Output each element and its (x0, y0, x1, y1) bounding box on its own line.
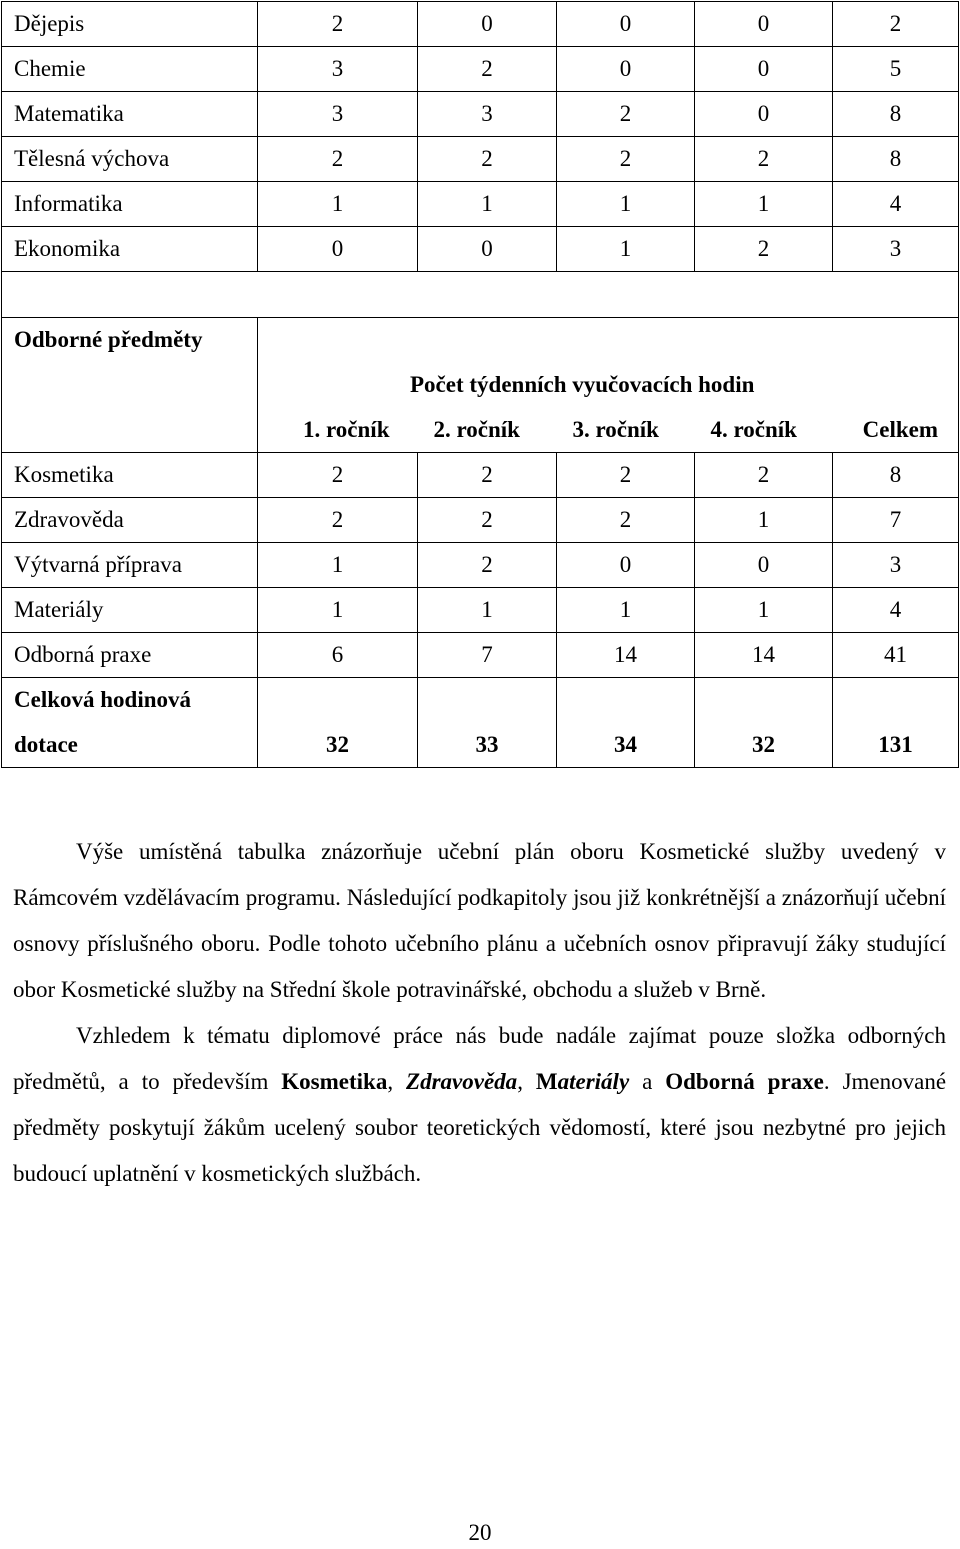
col-header-year4: 4. ročník (695, 408, 833, 453)
table-row-section-title (2, 318, 959, 363)
cell-year2: 2 (418, 498, 557, 543)
cell-year3: 1 (557, 588, 695, 633)
cell-year3: 2 (557, 498, 695, 543)
total-year1: 32 (258, 723, 418, 768)
odborna-praxe-bold: Odborná praxe (665, 1069, 824, 1094)
paragraph-2 (13, 1013, 946, 1197)
kosmetika-bold: Kosmetika (281, 1069, 388, 1094)
total-year4: 32 (695, 723, 833, 768)
cell-year1: 1 (258, 588, 418, 633)
cell-year1: 2 (258, 137, 418, 182)
table-row-year-headers (2, 408, 959, 453)
cell-total: 3 (833, 543, 959, 588)
cell-total: 4 (833, 182, 959, 227)
cell-year4: 0 (695, 543, 833, 588)
total-label-line2: dotace (2, 723, 258, 768)
cell-year1: 3 (258, 47, 418, 92)
cell-year4: 0 (695, 47, 833, 92)
total-empty (833, 678, 959, 723)
table-row (2, 543, 959, 588)
cell-year2: 1 (418, 182, 557, 227)
cell-total: 8 (833, 92, 959, 137)
col-header-year2: 2. ročník (418, 408, 557, 453)
subject-name: Chemie (2, 47, 258, 92)
subject-name: Tělesná výchova (2, 137, 258, 182)
cell-year4: 1 (695, 588, 833, 633)
cell-year3: 14 (557, 633, 695, 678)
table-row-total-label (2, 678, 959, 723)
table-row (2, 453, 959, 498)
materialy-m-bold: M (535, 1069, 558, 1094)
paragraph-2-part2: . Jmenované předměty poskytují žákům ucelený soubor teoretických vědomostí, které jsou nezbytné pro jejich budoucí uplatnění v kosmetických službách. (13, 1069, 947, 1186)
cell-total: 2 (833, 2, 959, 47)
cell-year4: 2 (695, 453, 833, 498)
subject-name: Informatika (2, 182, 258, 227)
separator: , (387, 1069, 407, 1094)
header-empty (2, 363, 258, 408)
total-year2: 33 (418, 723, 557, 768)
cell-year3: 2 (557, 92, 695, 137)
cell-year1: 2 (258, 2, 418, 47)
table-row (2, 2, 959, 47)
total-empty (557, 678, 695, 723)
table-row (2, 47, 959, 92)
cell-year3: 2 (557, 453, 695, 498)
cell-total: 41 (833, 633, 959, 678)
cell-year2: 2 (418, 453, 557, 498)
curriculum-table (1, 1, 959, 768)
cell-year2: 0 (418, 227, 557, 272)
subject-name: Matematika (2, 92, 258, 137)
cell-year1: 3 (258, 92, 418, 137)
cell-total: 8 (833, 137, 959, 182)
subject-name: Dějepis (2, 2, 258, 47)
cell-year2: 1 (418, 588, 557, 633)
col-header-year1: 1. ročník (258, 408, 418, 453)
subject-name: Materiály (2, 588, 258, 633)
separator: a (629, 1069, 666, 1094)
subject-name: Zdravověda (2, 498, 258, 543)
total-sum: 131 (833, 723, 959, 768)
cell-year4: 1 (695, 498, 833, 543)
cell-year1: 2 (258, 453, 418, 498)
cell-year4: 2 (695, 227, 833, 272)
cell-year1: 1 (258, 543, 418, 588)
blank-cell (2, 272, 959, 318)
separator: , (517, 1069, 536, 1094)
total-year3: 34 (557, 723, 695, 768)
cell-year2: 2 (418, 543, 557, 588)
cell-year2: 3 (418, 92, 557, 137)
body-text (13, 829, 946, 1197)
table-row-total (2, 723, 959, 768)
subject-name: Výtvarná příprava (2, 543, 258, 588)
cell-year2: 2 (418, 137, 557, 182)
cell-year3: 0 (557, 543, 695, 588)
cell-total: 3 (833, 227, 959, 272)
hours-header: Počet týdenních vyučovacích hodin (258, 363, 959, 408)
cell-year4: 2 (695, 137, 833, 182)
cell-year3: 1 (557, 227, 695, 272)
table-row (2, 633, 959, 678)
cell-year3: 1 (557, 182, 695, 227)
cell-total: 7 (833, 498, 959, 543)
cell-year1: 1 (258, 182, 418, 227)
total-label-line1: Celková hodinová (2, 678, 258, 723)
header-empty (2, 408, 258, 453)
cell-year4: 0 (695, 92, 833, 137)
cell-year4: 14 (695, 633, 833, 678)
cell-year4: 0 (695, 2, 833, 47)
cell-year3: 0 (557, 2, 695, 47)
subject-name: Odborná praxe (2, 633, 258, 678)
table-row-blank (2, 272, 959, 318)
table-row (2, 92, 959, 137)
zdravoveda-bold-italic: Zdravověda (406, 1069, 518, 1094)
table-row (2, 137, 959, 182)
table-row (2, 588, 959, 633)
table-row (2, 182, 959, 227)
materialy-bold-italic: ateriály (557, 1069, 630, 1094)
col-header-total: Celkem (833, 408, 959, 453)
cell-year3: 2 (557, 137, 695, 182)
subject-name: Ekonomika (2, 227, 258, 272)
cell-total: 5 (833, 47, 959, 92)
cell-year2: 2 (418, 47, 557, 92)
cell-total: 8 (833, 453, 959, 498)
paragraph-1: Výše umístěná tabulka znázorňuje učební plán oboru Kosmetické služby uvedený v Rámcovém vzdělávacím programu. Následující podkapitoly jsou již konkrétnější a znázorňují učební osnovy příslušného oboru. Podle tohoto učebního plánu a učebních osnov připravují žáky studující obor Kosmetické služby na Střední škole potravinářské, obchodu a služeb v Brně. (13, 839, 946, 1002)
table-row-hours-header (2, 363, 959, 408)
subject-name: Kosmetika (2, 453, 258, 498)
cell-year1: 6 (258, 633, 418, 678)
col-header-year3: 3. ročník (557, 408, 695, 453)
header-empty (258, 318, 959, 363)
total-empty (418, 678, 557, 723)
table-row (2, 498, 959, 543)
total-empty (695, 678, 833, 723)
cell-year4: 1 (695, 182, 833, 227)
cell-year3: 0 (557, 47, 695, 92)
section-title: Odborné předměty (2, 318, 258, 363)
cell-year1: 0 (258, 227, 418, 272)
cell-year1: 2 (258, 498, 418, 543)
cell-year2: 0 (418, 2, 557, 47)
cell-total: 4 (833, 588, 959, 633)
table-row (2, 227, 959, 272)
cell-year2: 7 (418, 633, 557, 678)
paragraph-2-part1: Vzhledem k tématu diplomové práce nás bude nadále zajímat pouze složka odborných předmětů, a to především (13, 1023, 946, 1094)
page-number: 20 (468, 1520, 492, 1545)
total-empty (258, 678, 418, 723)
